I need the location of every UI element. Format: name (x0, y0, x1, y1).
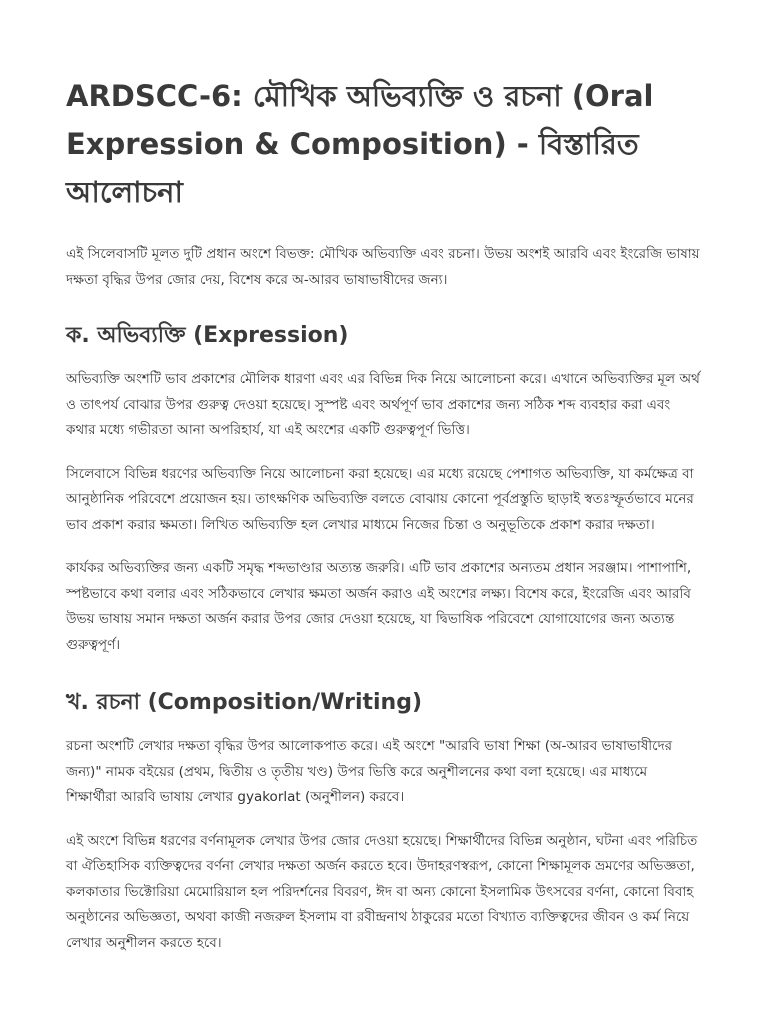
section-paragraph: রচনা অংশটি লেখার দক্ষতা বৃদ্ধির উপর আলোকপাত করে। এই অংশে "আরবি ভাষা শিক্ষা (অ-আরব ভাষাভাষীদের জন্য)" নামক বইয়ের (প্রথম, দ্বিতীয় ও তৃতীয় খণ্ড) উপর ভিত্তি করে অনুশীলনের কথা বলা হয়েছে। এর মাধ্যমে শিক্ষার্থীরা আরবি ভাষায় লেখার gyakorlat (অনুশীলন) করবে। (66, 738, 673, 805)
article-title: ARDSCC-6: মৌখিক অভিব্যক্তি ও রচনা (Oral Expression & Composition) - বিস্তারিত আলোচনা (66, 79, 654, 209)
section-paragraph: সিলেবাসে বিভিন্ন ধরণের অভিব্যক্তি নিয়ে আলোচনা করা হয়েছে। এর মধ্যে রয়েছে পেশাগত অভিব্যক্তি, যা কর্মক্ষেত্র বা আনুষ্ঠানিক পরিবেশে প্রয়োজন হয়। তাৎক্ষণিক অভিব্যক্তি বলতে বোঝায় কোনো পূর্বপ্রস্তুতি ছাড়াই স্বতঃস্ফূর্তভাবে মনের ভাব প্রকাশ করার ক্ষমতা। লিখিত অভিব্যক্তি হল লেখার মাধ্যমে নিজের চিন্তা ও অনুভূতিকে প্রকাশ করার দক্ষতা। (66, 465, 694, 533)
section-heading: ক. অভিব্যক্তি (Expression) (66, 323, 349, 348)
section-composition (66, 686, 702, 956)
section-paragraph: কার্যকর অভিব্যক্তির জন্য একটি সমৃদ্ধ শব্দভাণ্ডার অত্যন্ত জরুরি। এটি ভাব প্রকাশের অন্যতম প্রধান সরঞ্জাম। পাশাপাশি, স্পষ্টভাবে কথা বলার এবং সঠিকভাবে লেখার ক্ষমতা অর্জন করাও এই অংশের লক্ষ্য। বিশেষ করে, ইংরেজি এবং আরবি উভয় ভাষায় সমান দক্ষতা অর্জন করার উপর জোর দেওয়া হয়েছে, যা দ্বিভাষিক পরিবেশে যোগাযোগের জন্য অত্যন্ত গুরুত্বপূর্ণ। (66, 560, 692, 653)
intro-paragraph: এই সিলেবাসটি মূলত দুটি প্রধান অংশে বিভক্ত: মৌখিক অভিব্যক্তি এবং রচনা। উভয় অংশই আরবি এবং ইংরেজি ভাষায় দক্ষতা বৃদ্ধির উপর জোর দেয়, বিশেষ করে অ-আরব ভাষাভাষীদের জন্য। (66, 246, 700, 288)
section-paragraph: এই অংশে বিভিন্ন ধরণের বর্ণনামূলক লেখার উপর জোর দেওয়া হয়েছে। শিক্ষার্থীদের বিভিন্ন অনুষ্ঠান, ঘটনা এবং পরিচিত বা ঐতিহাসিক ব্যক্তিত্বদের বর্ণনা লেখার দক্ষতা অর্জন করতে হবে। উদাহরণস্বরূপ, কোনো শিক্ষামূলক ভ্রমণের অভিজ্ঞতা, কলকাতার ভিক্টোরিয়া মেমোরিয়াল হল পরিদর্শনের বিবরণ, ঈদ বা অন্য কোনো ইসলামিক উৎসবের বর্ণনা, কোনো বিবাহ অনুষ্ঠানের অভিজ্ঞতা, অথবা কাজী নজরুল ইসলাম বা রবীন্দ্রনাথ ঠাকুরের মতো বিখ্যাত ব্যক্তিত্বদের জীবন ও কর্ম নিয়ে লেখার অনুশীলন করতে হবে। (66, 832, 698, 951)
section-expression (66, 319, 702, 658)
section-heading: খ. রচনা (Composition/Writing) (66, 690, 423, 715)
section-paragraph: অভিব্যক্তি অংশটি ভাব প্রকাশের মৌলিক ধারণা এবং এর বিভিন্ন দিক নিয়ে আলোচনা করে। এখানে অভিব্যক্তির মূল অর্থ ও তাৎপর্য বোঝার উপর গুরুত্ব দেওয়া হয়েছে। সুস্পষ্ট এবং অর্থপূর্ণ ভাব প্রকাশের জন্য সঠিক শব্দ ব্যবহার করা এবং কথার মধ্যে গভীরতা আনা অপরিহার্য, যা এই অংশের একটি গুরুত্বপূর্ণ ভিত্তি। (66, 371, 700, 438)
